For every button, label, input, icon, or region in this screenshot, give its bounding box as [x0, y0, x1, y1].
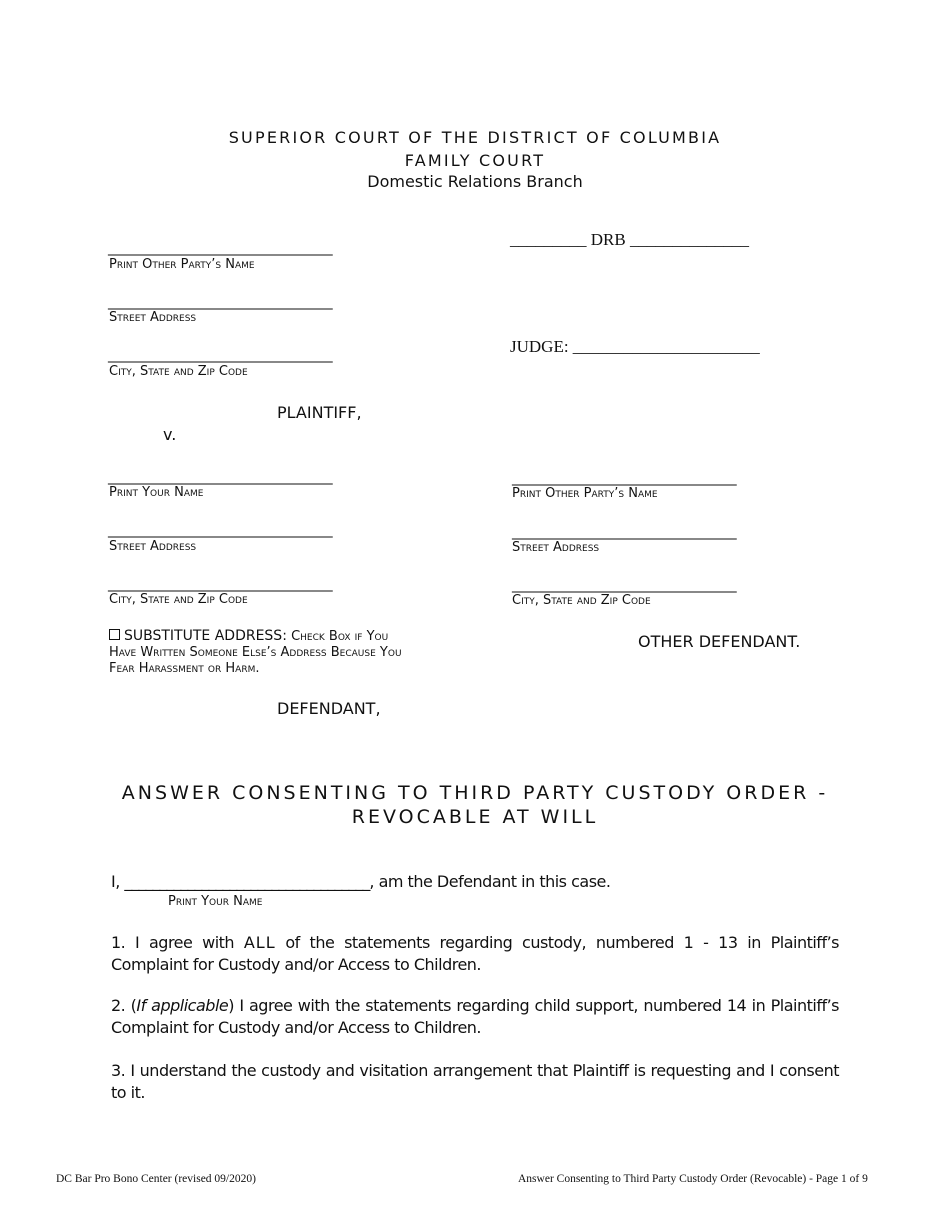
drb-case-number[interactable]: _________ DRB ______________ [510, 230, 749, 249]
plaintiff-name-label: Print Other Party’s Name [109, 257, 255, 272]
versus: v. [163, 425, 177, 444]
paragraph-2-start: 2. ( [111, 996, 137, 1015]
court-division: FAMILY COURT [404, 151, 546, 170]
other-defendant-street-line[interactable]: ___________________________________ [512, 524, 737, 540]
plaintiff-city-label: City, State and Zip Code [109, 364, 248, 379]
paragraph-1-start: 1. I agree with [111, 933, 244, 952]
defendant-name-label: Print Your Name [109, 485, 204, 500]
intro-prefix: I, [111, 872, 120, 891]
substitute-address-text: Check Box if You Have Written Someone Else’s Address Because You Fear Harassment or Harm. [109, 629, 402, 676]
other-defendant-city-line[interactable]: ___________________________________ [512, 577, 737, 593]
footer-left: DC Bar Pro Bono Center (revised 09/2020) [56, 1173, 256, 1185]
plaintiff-street-label: Street Address [109, 310, 197, 325]
other-defendant-name-line[interactable]: ___________________________________ [512, 470, 737, 486]
intro-name-line[interactable]: ___________________________________ [124, 872, 370, 891]
document-title-line-2: REVOCABLE AT WILL [351, 806, 599, 828]
plaintiff-name-line[interactable]: ___________________________________ [108, 240, 333, 256]
other-defendant-role: OTHER DEFENDANT. [638, 632, 801, 651]
other-defendant-street-label: Street Address [512, 540, 600, 555]
plaintiff-city-line[interactable]: ___________________________________ [108, 347, 333, 363]
plaintiff-role: PLAINTIFF, [277, 403, 362, 422]
other-defendant-name-label: Print Other Party’s Name [512, 486, 658, 501]
document-title-line-1: ANSWER CONSENTING TO THIRD PARTY CUSTODY ORDER - [121, 782, 829, 804]
paragraph-2 [111, 995, 839, 1039]
judge-field[interactable]: JUDGE: ______________________ [510, 337, 760, 356]
defendant-street-line[interactable]: ___________________________________ [108, 522, 333, 538]
court-name: SUPERIOR COURT OF THE DISTRICT OF COLUMBIA [228, 128, 722, 147]
other-defendant-city-label: City, State and Zip Code [512, 593, 651, 608]
defendant-role: DEFENDANT, [277, 699, 381, 718]
defendant-city-line[interactable]: ___________________________________ [108, 576, 333, 592]
plaintiff-street-line[interactable]: ___________________________________ [108, 294, 333, 310]
defendant-city-label: City, State and Zip Code [109, 592, 248, 607]
paragraph-3: 3. I understand the custody and visitation arrangement that Plaintiff is requesting and I consent to it. [111, 1061, 839, 1102]
defendant-name-line[interactable]: ___________________________________ [108, 469, 333, 485]
paragraph-2-italic: If applicable [136, 996, 229, 1015]
intro-statement [111, 872, 610, 891]
substitute-address-checkbox[interactable] [109, 629, 120, 640]
court-branch: Domestic Relations Branch [367, 172, 583, 191]
substitute-address-option [109, 628, 419, 677]
intro-name-label: Print Your Name [168, 894, 263, 909]
footer-right: Answer Consenting to Third Party Custody Order (Revocable) - Page 1 of 9 [518, 1173, 868, 1185]
substitute-address-heading: SUBSTITUTE ADDRESS: [124, 628, 287, 644]
paragraph-2-rest: ) I agree with the statements regarding child support, numbered 14 in Plaintiff’s Complaint for Custody and/or Access to Children. [111, 996, 840, 1037]
paragraph-1-emphasis: ALL [243, 933, 276, 952]
paragraph-1-rest: of the statements regarding custody, numbered 1 - 13 in Plaintiff’s Complaint for Custody and/or Access to Children. [111, 933, 839, 974]
paragraph-1 [111, 932, 839, 976]
intro-suffix: , am the Defendant in this case. [369, 872, 611, 891]
defendant-street-label: Street Address [109, 539, 197, 554]
